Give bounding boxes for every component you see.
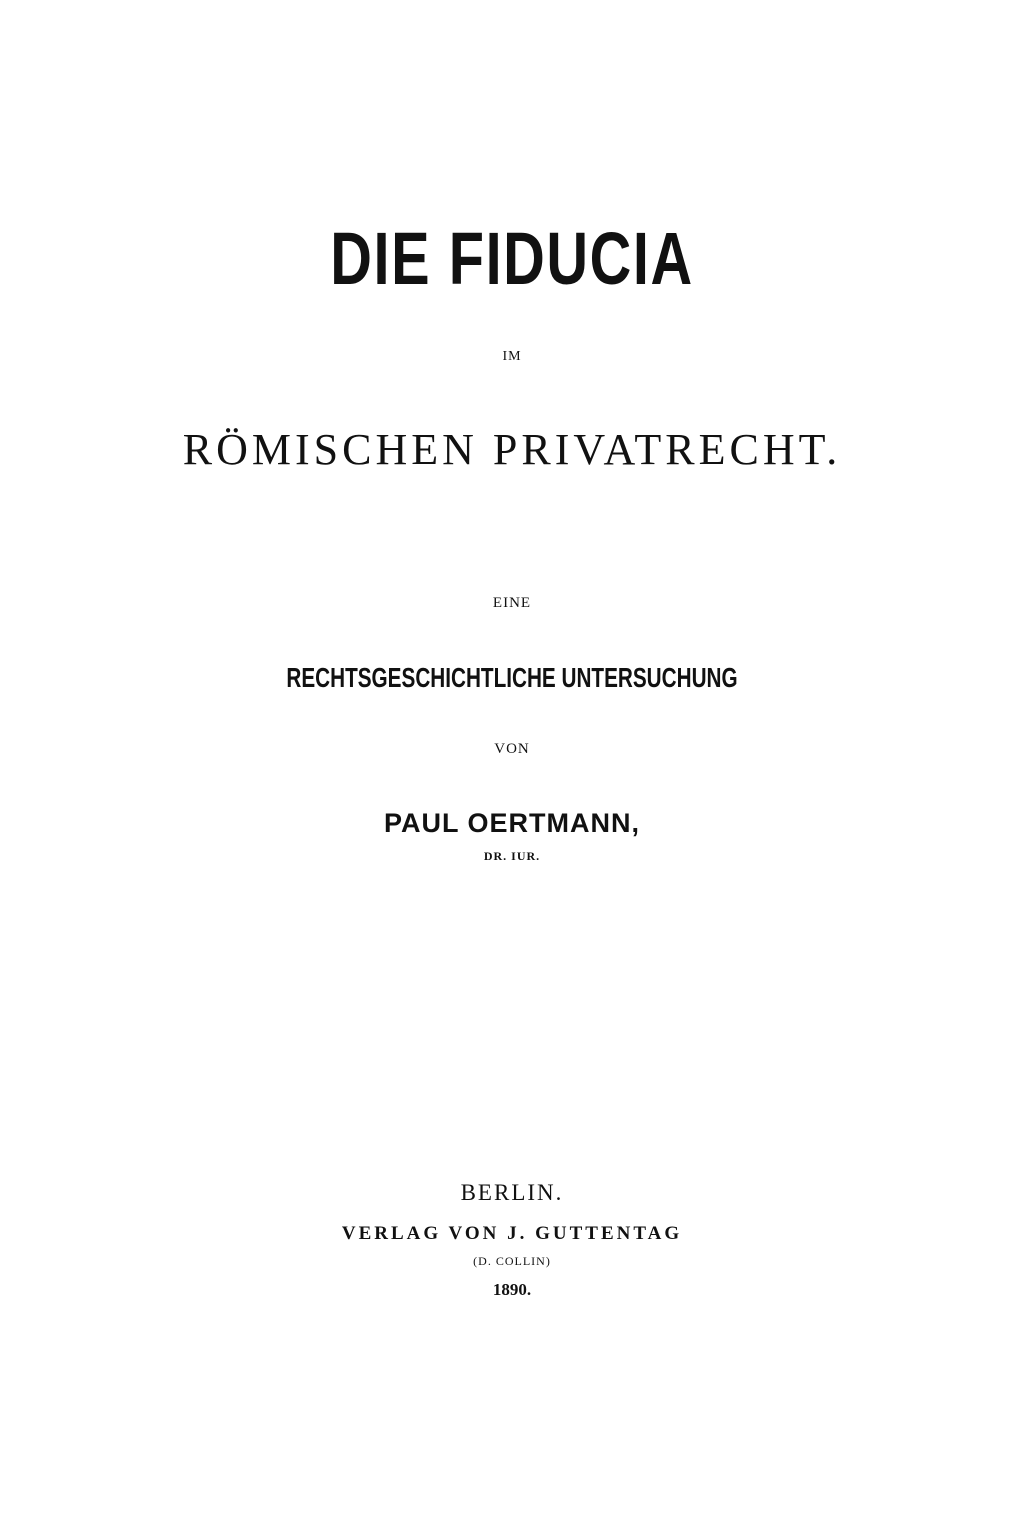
author-preposition: VON (494, 741, 530, 757)
publisher-imprint: (D. COLLIN) (473, 1254, 551, 1268)
author-name: PAUL OERTMANN, (384, 808, 640, 838)
title-connector: IM (502, 349, 522, 364)
book-subtitle: RECHTSGESCHICHTLICHE UNTERSUCHUNG (286, 662, 738, 693)
book-subject: RÖMISCHEN PRIVATRECHT. (182, 425, 842, 474)
publication-year: 1890. (492, 1280, 532, 1299)
author-degree: DR. IUR. (483, 849, 541, 863)
subtitle-article: EINE (492, 595, 532, 611)
publisher-name: VERLAG VON J. GUTTENTAG (341, 1223, 683, 1244)
publication-city: BERLIN. (460, 1180, 564, 1205)
book-title: DIE FIDUCIA (330, 217, 694, 300)
